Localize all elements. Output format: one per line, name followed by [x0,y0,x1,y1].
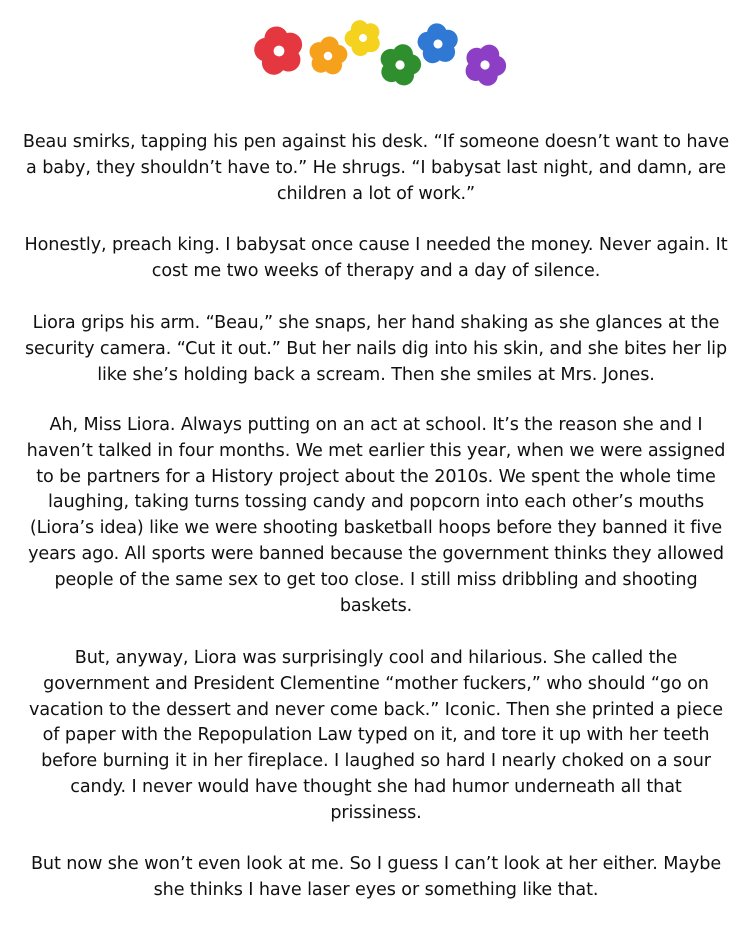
paragraph-beau-smirks: Beau smirks, tapping his pen against his desk. “If someone doesn’t want to have a baby, they shouldn’t have to.” He shrugs. “I babysat last night, and damn, are children a lot of work.” [22,132,730,204]
flower-icon-purple [459,38,512,91]
paragraph-miss-liora: Ah, Miss Liora. Always putting on an act at school. It’s the reason she and I haven’t talked in four months. We met earlier this year, when we were assigned to be partners for a History project about the 2010s. We spent the whole time laughing, taking turns tossing candy and popcorn into each other’s mouths (Liora’s idea) like we were shooting basketball hoops before they banned it five years ago. All sports were banned because the government thinks they allowed people of the same sex to get too close. I still miss dribbling and shooting baskets. [26,415,726,616]
flower-icon-green [375,39,425,89]
flower-icon-blue [416,21,460,64]
paragraph-liora-hilarious: But, anyway, Liora was surprisingly cool and hilarious. She called the government and President Clementine “mother fuckers,” who should “go on vacation to the dessert and never come back.” Iconic. Then she printed a piece of paper with the Repopulation Law typed on it, and tore it up with her teeth before burning it in her fireplace. I laughed so hard I nearly choked on a sour candy. I never would have thought she had humor underneath all that prissiness. [29,648,723,823]
paragraph-liora-grips-arm: Liora grips his arm. “Beau,” she snaps, her hand shaking as she glances at the security camera. “Cut it out.” But her nails dig into his skin, and she bites her lip like she’s holding back a scream. Then she smiles at Mrs. Jones. [24,313,728,385]
paragraph-preach-king: Honestly, preach king. I babysat once cause I needed the money. Never again. It cost me two weeks of therapy and a day of silence. [24,235,728,281]
flower-row [0,0,752,100]
flower-icon-red [250,22,307,78]
flower-icon-orange [307,34,350,76]
paragraph-wont-look: But now she won’t even look at me. So I guess I can’t look at her either. Maybe she thinks I have laser eyes or something like that. [30,854,722,900]
